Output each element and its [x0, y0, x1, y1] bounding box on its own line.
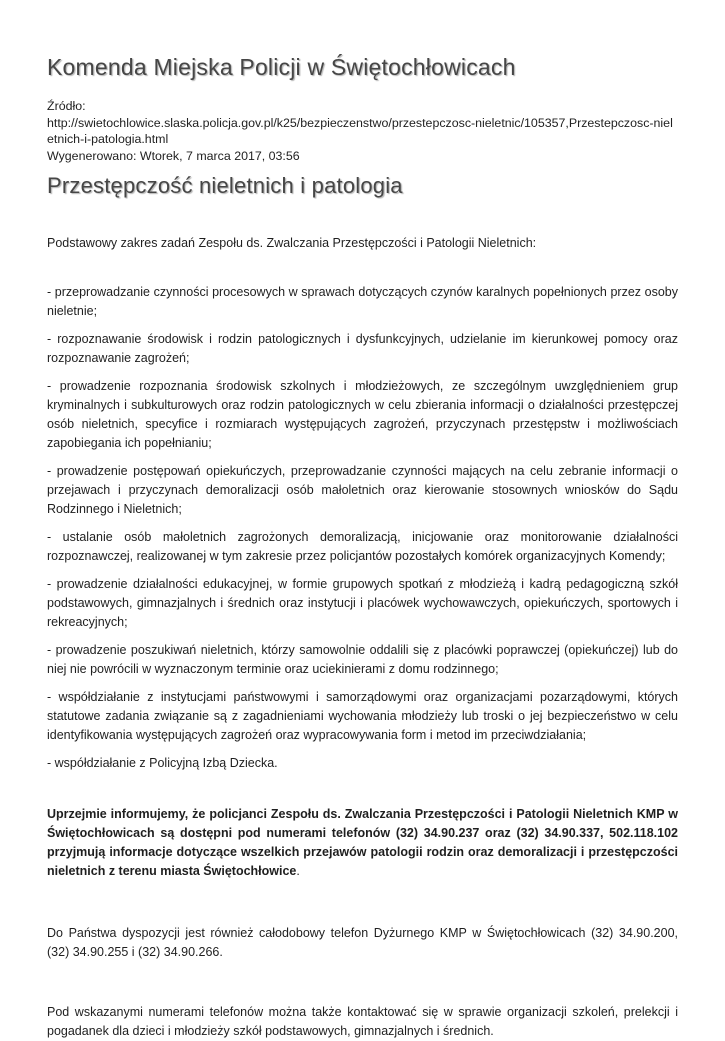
intro-paragraph: Podstawowy zakres zadań Zespołu ds. Zwalczania Przestępczości i Patologii Nieletnich:	[47, 236, 537, 250]
article-body	[47, 234, 678, 1041]
page-title: Komenda Miejska Policji w Świętochłowicach	[47, 54, 516, 80]
task-item: - przeprowadzanie czynności procesowych w sprawach dotyczących czynów karalnych popełnionych przez osoby nieletnie;	[47, 285, 678, 318]
task-item: - prowadzenie poszukiwań nieletnich, którzy samowolnie oddalili się z placówki poprawczej (opiekuńczej) lub do niej nie powrócili w wyznaczonym terminie oraz uciekinierami z domu rodzinnego;	[47, 643, 678, 676]
source-block	[47, 98, 678, 164]
task-item: - prowadzenie działalności edukacyjnej, w formie grupowych spotkań z młodzieżą i kadrą pedagogiczną szkół podstawowych, gimnazjalnych i średnich oraz instytucji i placówek wychowawczych, opiekuńczych, sportowych i rekreacyjnych;	[47, 577, 678, 629]
contact-notice-paragraph	[47, 805, 678, 881]
source-url: http://swietochlowice.slaska.policja.gov.pl/k25/bezpieczenstwo/przestepczosc-nieletnic/105357,Przestepczosc-nieletnich-i-patologia.html	[47, 115, 673, 146]
task-item: - prowadzenie rozpoznania środowisk szkolnych i młodzieżowych, ze szczególnym uwzględnieniem grup kryminalnych i subkulturowych oraz rodzin patologicznych w celu zbierania informacji o działalności przestępczej osób nieletnich, specyfice i rozmiarach występujących zagrożeń, przyczynach przestępstw i możliwościach zapobiegania ich popełnianiu;	[47, 379, 678, 450]
duty-officer-phones-paragraph: Do Państwa dyspozycji jest również całodobowy telefon Dyżurnego KMP w Świętochłowicach (32) 34.90.200, (32) 34.90.255 i (32) 34.90.266.	[47, 926, 678, 959]
article-title: Przestępczość nieletnich i patologia	[47, 173, 403, 198]
contact-notice-period: .	[296, 864, 300, 878]
task-item: - ustalanie osób małoletnich zagrożonych demoralizacją, inicjowanie oraz monitorowanie działalności rozpoznawczej, realizowanej w tym zakresie przez policjantów pozostałych komórek organizacyjnych Komendy;	[47, 530, 678, 563]
task-item: - prowadzenie postępowań opiekuńczych, przeprowadzanie czynności mających na celu zebranie informacji o przejawach i przyczynach demoralizacji osób małoletnich oraz kierowanie stosownych wniosków do Sądu Rodzinnego i Nieletnich;	[47, 464, 678, 516]
task-item: - rozpoznawanie środowisk i rodzin patologicznych i dysfunkcyjnych, udzielanie im kierunkowej pomocy oraz rozpoznawanie zagrożeń;	[47, 332, 678, 365]
generated-timestamp: Wygenerowano: Wtorek, 7 marca 2017, 03:56	[47, 148, 300, 163]
task-item: - współdziałanie z instytucjami państwowymi i samorządowymi oraz organizacjami pozarządowymi, których statutowe zadania związanie są z zagadnieniami wychowania młodzieży lub troski o jej bezpieczeństwo w celu identyfikowania występujących zagrożeń oraz wypracowywania form i metod im przeciwdziałania;	[47, 690, 678, 742]
contact-notice-bold-text: Uprzejmie informujemy, że policjanci Zespołu ds. Zwalczania Przestępczości i Patologii Nieletnich KMP w Świętochłowicach są dostępni pod numerami telefonów (32) 34.90.237 oraz (32) 34.90.337, 502.118.102 przyjmują informacje dotyczące wszelkich przejawów patologii rodzin oraz demoralizacji i przestępczości nieletnich z terenu miasta Świętochłowice	[47, 807, 678, 878]
source-label: Źródło:	[47, 99, 86, 113]
task-item: - współdziałanie z Policyjną Izbą Dziecka.	[47, 756, 278, 770]
training-contact-paragraph: Pod wskazanymi numerami telefonów można także kontaktować się w sprawie organizacji szkoleń, prelekcji i pogadanek dla dzieci i młodzieży szkół podstawowych, gimnazjalnych i średnich.	[47, 1005, 678, 1038]
